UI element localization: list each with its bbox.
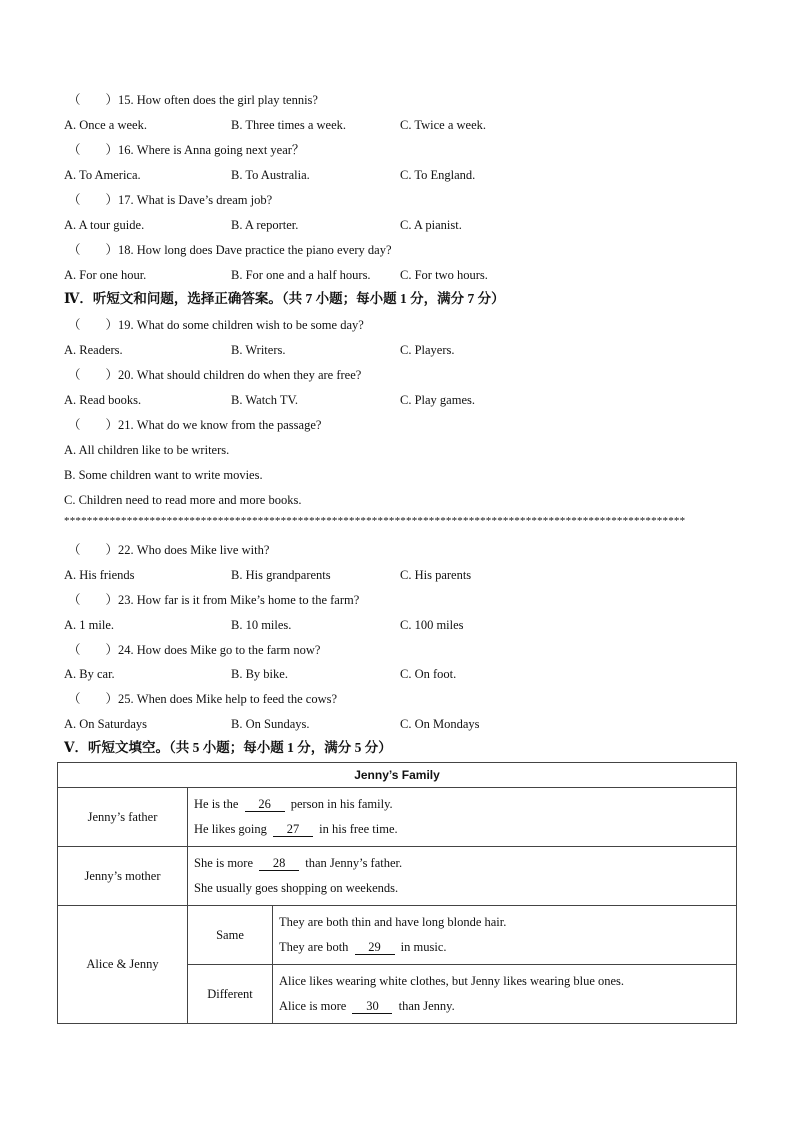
option-a: A. All children like to be writers.: [64, 443, 230, 457]
alice-jenny-label: Alice & Jenny: [58, 906, 188, 1024]
option-a: A. His friends: [64, 568, 135, 582]
blank-27[interactable]: 27: [273, 822, 313, 837]
question-16: （ ）16. Where is Anna going next year？: [68, 143, 305, 157]
option-a: A. For one hour.: [64, 268, 147, 282]
question-21: （ ）21. What do we know from the passage?: [68, 418, 322, 432]
option-c: C. On foot.: [400, 667, 457, 681]
option-b: B. By bike.: [231, 667, 288, 681]
same-label: Same: [188, 906, 273, 965]
option-c: C. Twice a week.: [400, 118, 487, 132]
divider-stars: *************************************************************************************************************: [64, 515, 686, 527]
question-20: （ ）20. What should children do when they are free?: [68, 368, 362, 382]
option-b: B. Writers.: [231, 343, 286, 357]
different-cell: Alice likes wearing white clothes, but Jenny likes wearing blue ones. Alice is more 30 than Jenny.: [273, 965, 737, 1024]
question-19: （ ）19. What do some children wish to be some day?: [68, 318, 364, 332]
section-4-title: Ⅳ．听短文和问题，选择正确答案。（共 7 小题；每小题 1 分，满分 7 分）: [64, 291, 505, 306]
mother-cell: She is more 28 than Jenny’s father. She usually goes shopping on weekends.: [188, 847, 737, 906]
blank-26[interactable]: 26: [245, 797, 285, 812]
answer-paren[interactable]: （ ）: [68, 318, 119, 332]
option-a: A. Once a week.: [64, 118, 147, 132]
section-5-title: Ⅴ．听短文填空。（共 5 小题；每小题 1 分，满分 5 分）: [64, 740, 392, 755]
option-b: B. To Australia.: [231, 168, 310, 182]
option-c: C. To England.: [400, 168, 476, 182]
jennys-family-table: [57, 762, 737, 1024]
option-b: B. Some children want to write movies.: [64, 468, 263, 482]
blank-30[interactable]: 30: [352, 999, 392, 1014]
answer-paren[interactable]: （ ）: [68, 193, 119, 207]
question-24: （ ）24. How does Mike go to the farm now?: [68, 643, 321, 657]
option-c: C. On Mondays: [400, 717, 480, 731]
blank-28[interactable]: 28: [259, 856, 299, 871]
option-b: B. On Sundays.: [231, 717, 310, 731]
blank-29[interactable]: 29: [355, 940, 395, 955]
option-c: C. Play games.: [400, 393, 475, 407]
option-a: A. 1 mile.: [64, 618, 114, 632]
question-23: （ ）23. How far is it from Mike’s home to the farm?: [68, 593, 360, 607]
answer-paren[interactable]: （ ）: [68, 93, 119, 107]
question-18: （ ）18. How long does Dave practice the piano every day?: [68, 243, 392, 257]
table-header: Jenny’s Family: [58, 763, 737, 788]
option-b: B. For one and a half hours.: [231, 268, 371, 282]
option-a: A. A tour guide.: [64, 218, 145, 232]
answer-paren[interactable]: （ ）: [68, 368, 119, 382]
option-a: A. By car.: [64, 667, 115, 681]
option-b: B. His grandparents: [231, 568, 331, 582]
answer-paren[interactable]: （ ）: [68, 543, 119, 557]
option-a: A. Readers.: [64, 343, 123, 357]
answer-paren[interactable]: （ ）: [68, 643, 119, 657]
answer-paren[interactable]: （ ）: [68, 692, 119, 706]
father-label: Jenny’s father: [58, 788, 188, 847]
option-c: C. His parents: [400, 568, 472, 582]
option-c: C. Children need to read more and more books.: [64, 493, 302, 507]
father-cell: He is the 26 person in his family. He likes going 27 in his free time.: [188, 788, 737, 847]
same-cell: They are both thin and have long blonde hair. They are both 29 in music.: [273, 906, 737, 965]
option-a: A. Read books.: [64, 393, 142, 407]
mother-label: Jenny’s mother: [58, 847, 188, 906]
option-c: C. 100 miles: [400, 618, 464, 632]
option-a: A. To America.: [64, 168, 141, 182]
question-15: （ ）15. How often does the girl play tennis?: [68, 93, 318, 107]
option-c: C. Players.: [400, 343, 455, 357]
answer-paren[interactable]: （ ）: [68, 143, 119, 157]
answer-paren[interactable]: （ ）: [68, 593, 119, 607]
option-a: A. On Saturdays: [64, 717, 147, 731]
option-b: B. A reporter.: [231, 218, 299, 232]
question-25: （ ）25. When does Mike help to feed the cows?: [68, 692, 338, 706]
option-c: C. For two hours.: [400, 268, 488, 282]
option-b: B. Three times a week.: [231, 118, 347, 132]
different-label: Different: [188, 965, 273, 1024]
question-17: （ ）17. What is Dave’s dream job?: [68, 193, 273, 207]
answer-paren[interactable]: （ ）: [68, 243, 119, 257]
question-22: （ ）22. Who does Mike live with?: [68, 543, 270, 557]
option-c: C. A pianist.: [400, 218, 462, 232]
option-b: B. 10 miles.: [231, 618, 292, 632]
option-b: B. Watch TV.: [231, 393, 299, 407]
answer-paren[interactable]: （ ）: [68, 418, 119, 432]
